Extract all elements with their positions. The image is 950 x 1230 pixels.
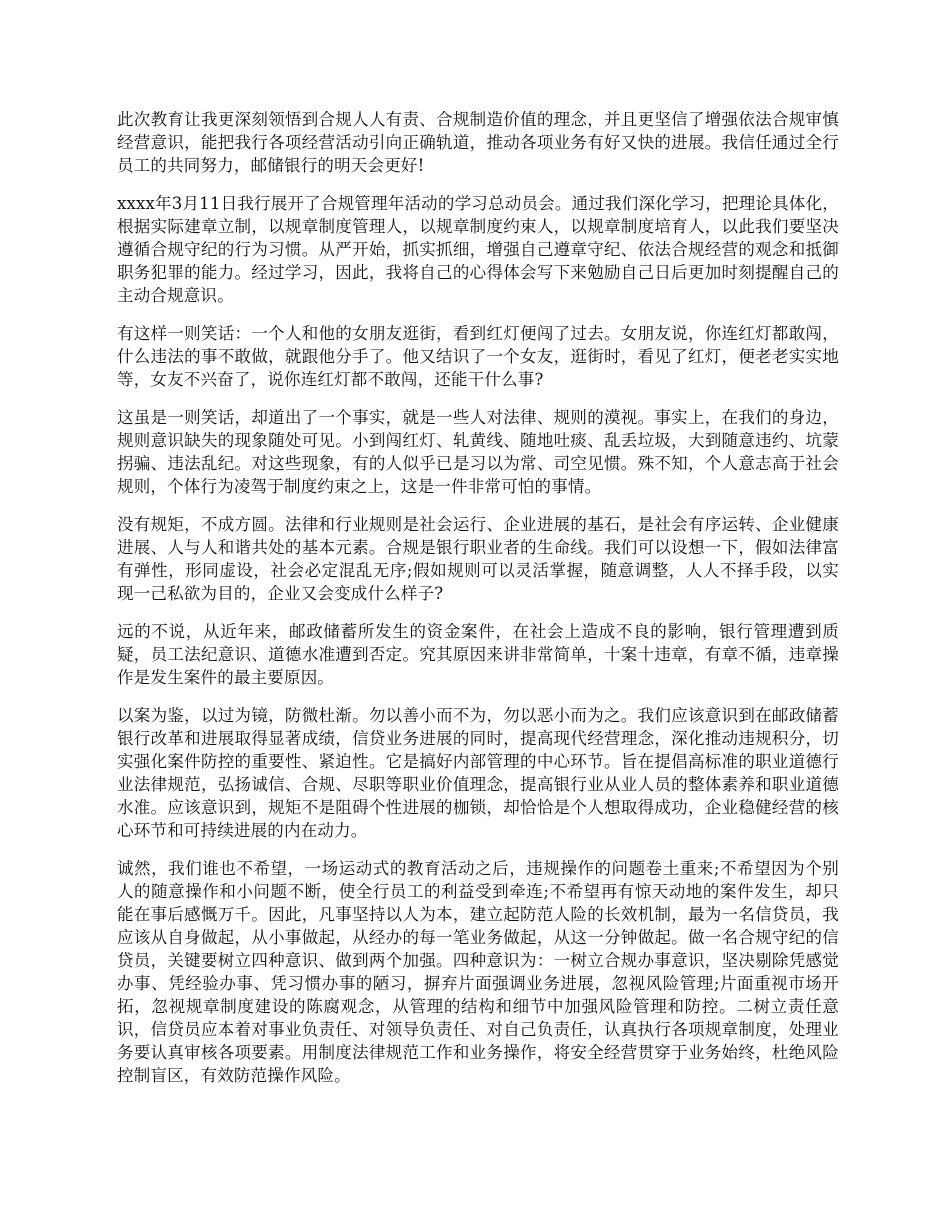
paragraph-7: 以案为鉴，以过为镜，防微杜渐。勿以善小而不为，勿以恶小而为之。我们应该意识到在邮政储蓄银行改革和进展取得显著成绩，信贷业务进展的同时，提高现代经营理念，深化推动违规积分，切实强化案件防控的重要性、紧迫性。它是搞好内部管理的中心环节。旨在提倡高标准的职业道德行业法律规范，弘扬诚信、合规、尽职等职业价值理念，提高银行业从业人员的整体素养和职业道德水准。应该意识到，规矩不是阻碍个性进展的枷锁，却恰恰是个人想取得成功，企业稳健经营的核心环节和可持续进展的内在动力。: [117, 706, 839, 840]
paragraph-6: 远的不说，从近年来，邮政储蓄所发生的资金案件，在社会上造成不良的影响，银行管理遭到质疑，员工法纪意识、道德水准遭到否定。究其原因来讲非常简单，十案十违章，有章不循，违章操作是发生案件的最主要原因。: [117, 622, 839, 687]
document-body: [117, 108, 839, 1102]
paragraph-5: 没有规矩，不成方圆。法律和行业规则是社会运行、企业进展的基石，是社会有序运转、企业健康进展、人与人和谐共处的基本元素。合规是银行职业者的生命线。我们可以设想一下，假如法律富有弹性，形同虚设，社会必定混乱无序;假如规则可以灵活掌握，随意调整，人人不择手段，以实现一己私欲为目的，企业又会变成什么样子?: [117, 515, 839, 603]
paragraph-8: 诚然，我们谁也不希望，一场运动式的教育活动之后，违规操作的问题卷土重来;不希望因为个别人的随意操作和小问题不断，使全行员工的利益受到牵连;不希望再有惊天动地的案件发生，却只能在事后感慨万千。因此，凡事坚持以人为本，建立起防范人险的长效机制，最为一名信贷员，我应该从自身做起，从小事做起，从经办的每一笔业务做起，从这一分钟做起。做一名合规守纪的信贷员，关键要树立四种意识、做到两个加强。四种意识为：一树立合规办事意识，坚决剔除凭感觉办事、凭经验办事、凭习惯办事的陋习，摒弃片面强调业务进展，忽视风险管理;片面重视市场开拓，忽视规章制度建设的陈腐观念，从管理的结构和细节中加强风险管理和防控。二树立责任意识，信贷员应本着对事业负责任、对领导负责任、对自己负责任，认真执行各项规章制度，处理业务要认真审核各项要素。用制度法律规范工作和业务操作，将安全经营贯穿于业务始终，杜绝风险控制盲区，有效防范操作风险。: [117, 859, 839, 1085]
paragraph-2: xxxx年3月11日我行展开了合规管理年活动的学习总动员会。通过我们深化学习，把理论具体化，根据实际建章立制，以规章制度管理人，以规章制度约束人，以规章制度培育人，以此我们要坚决遵循合规守纪的行为习惯。从严开始，抓实抓细，增强自己遵章守纪、依法合规经营的观念和抵御职务犯罪的能力。经过学习，因此，我将自己的心得体会写下来勉励自己日后更加时刻提醒自己的主动合规意识。: [117, 194, 839, 305]
paragraph-1: 此次教育让我更深刻领悟到合规人人有责、合规制造价值的理念，并且更坚信了增强依法合规审慎经营意识，能把我行各项经营活动引向正确轨道，推动各项业务有好又快的进展。我信任通过全行员工的共同努力，邮储银行的明天会更好!: [117, 110, 839, 175]
paragraph-3: 有这样一则笑话：一个人和他的女朋友逛街，看到红灯便闯了过去。女朋友说，你连红灯都敢闯，什么违法的事不敢做，就跟他分手了。他又结识了一个女友，逛街时，看见了红灯，便老老实实地等，女友不兴奋了，说你连红灯都不敢闯，还能干什么事?: [117, 324, 839, 389]
paragraph-4: 这虽是一则笑话，却道出了一个事实，就是一些人对法律、规则的漠视。事实上，在我们的身边，规则意识缺失的现象随处可见。小到闯红灯、轧黄线、随地吐痰、乱丢垃圾，大到随意违约、坑蒙拐骗、违法乱纪。对这些现象，有的人似乎已是习以为常、司空见惯。殊不知，个人意志高于社会规则，个体行为凌驾于制度约束之上，这是一件非常可怕的事情。: [117, 408, 839, 496]
